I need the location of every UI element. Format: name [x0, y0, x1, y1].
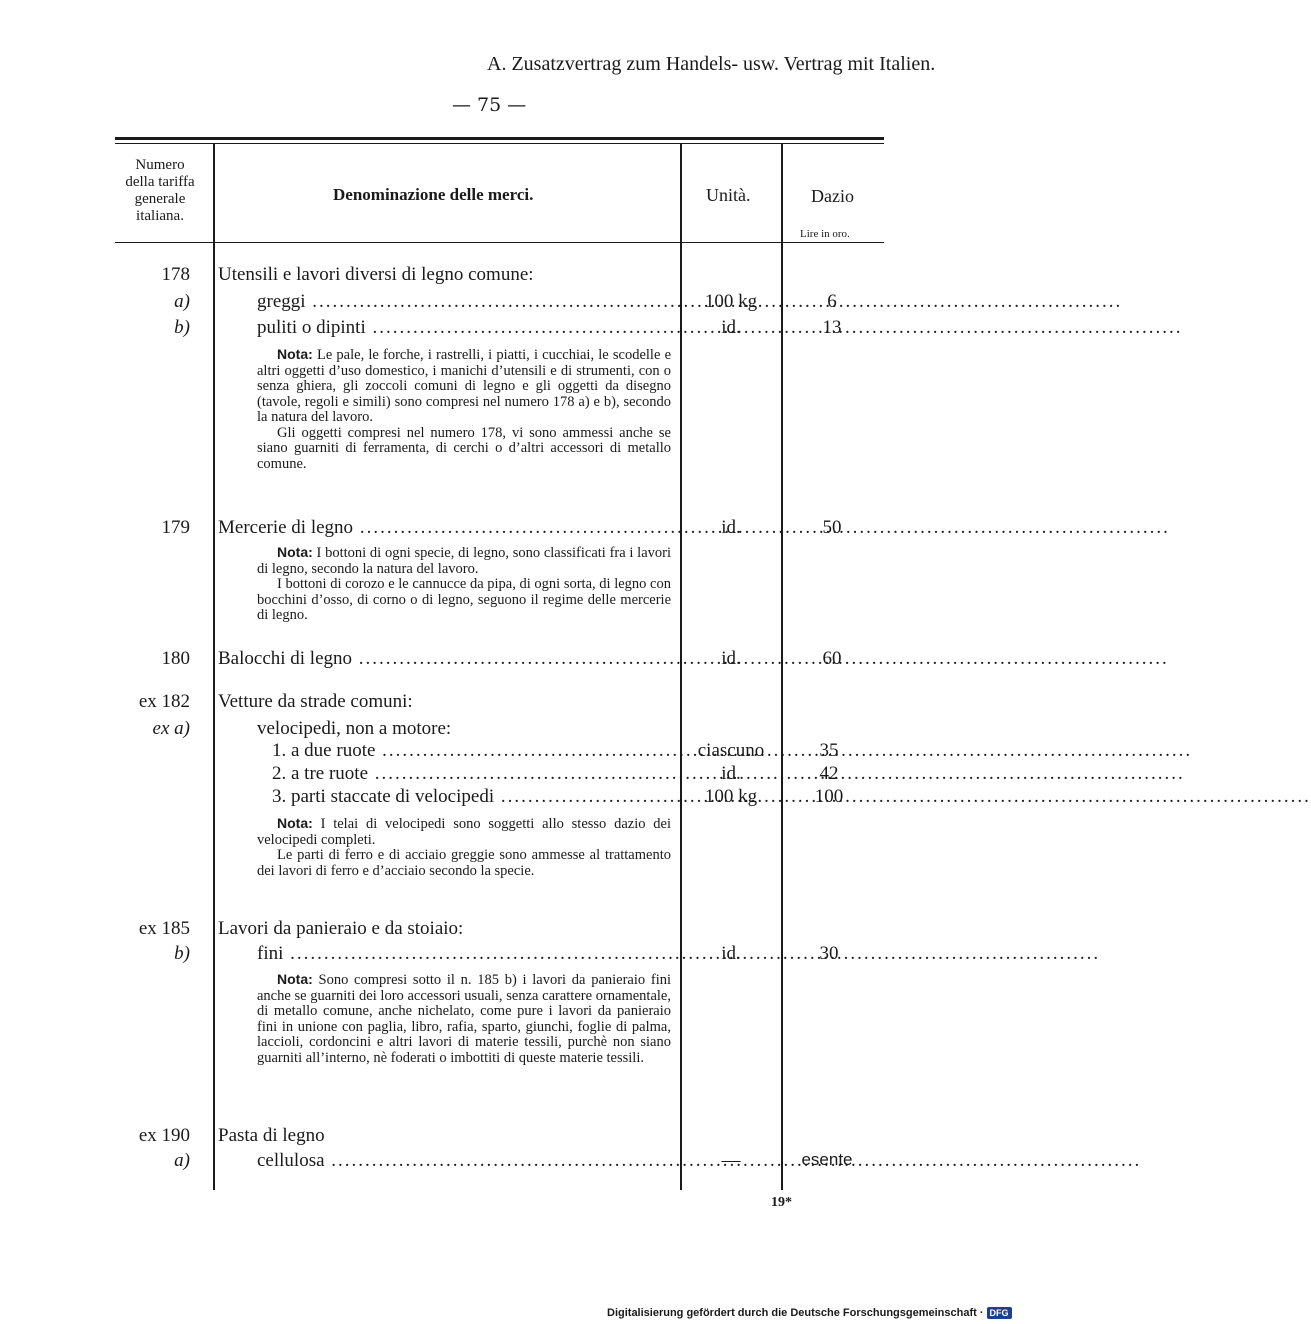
row-duty: 30	[819, 943, 839, 964]
row-unit: id.	[721, 943, 741, 964]
row-description: Balocchi di legno .....	[218, 648, 670, 670]
row-unit: id.	[721, 517, 741, 538]
row-number: ex 190	[138, 1125, 190, 1146]
note-178: Nota: Le pale, le forche, i rastrelli, i piatti, i cucchiai, le scodelle e altri oggetti d’uso domestico, i manichi d’utensili e di strumenti, con o senza ghiera, gli zoccoli comuni di legno e gli oggetti da disegno (tavole, regoli e simili) sono compresi nel numero 178 a) e b), secondo la natura del lavoro. Gli oggetti compresi nel numero 178, vi sono ammessi anche se siano guarniti di ferramenta, di cerchi o d’altri accessori di metallo comune.	[257, 346, 672, 472]
running-title: A. Zusatzvertrag zum Handels- usw. Vertrag mit Italien.	[487, 53, 936, 75]
row-unit: —	[721, 1150, 741, 1171]
row-description: 2. a tre ruote .....	[272, 763, 670, 785]
row-number: ex a)	[152, 718, 190, 739]
row-description: Vetture da strade comuni:	[218, 691, 413, 712]
row-description: cellulosa .....	[257, 1150, 670, 1172]
col-header-duty-sub: Lire in oro.	[800, 228, 850, 240]
row-duty: 6	[827, 291, 837, 312]
row-number: a)	[174, 1150, 190, 1171]
row-unit: id.	[721, 648, 741, 669]
row-description: 1. a due ruote .....	[272, 740, 670, 762]
row-duty: 35	[819, 740, 839, 761]
row-unit: id.	[721, 317, 741, 338]
col-header-number: Numero della tariffa generale italiana.	[125, 157, 195, 224]
row-description: Mercerie di legno .....	[218, 517, 670, 539]
row-duty: 50	[822, 517, 842, 538]
row-duty: 100	[814, 786, 844, 807]
row-description: Lavori da panieraio e da stoiaio:	[218, 918, 464, 939]
row-number: 178	[161, 264, 190, 285]
row-number: 179	[161, 517, 190, 538]
row-description: Utensili e lavori diversi di legno comune:	[218, 264, 534, 285]
col-header-duty: Dazio	[811, 186, 854, 206]
note-label: Nota:	[277, 971, 313, 987]
top-rule-thin	[115, 143, 884, 144]
row-description: 3. parti staccate di velocipedi .....	[272, 786, 670, 808]
row-number: b)	[174, 317, 190, 338]
header-bottom-rule	[115, 242, 884, 243]
row-number: ex 182	[138, 691, 190, 712]
row-unit: ciascuno	[697, 740, 765, 761]
signature-mark: 19*	[771, 1195, 792, 1210]
note-label: Nota:	[277, 815, 313, 831]
dfg-logo: DFG	[987, 1307, 1012, 1319]
row-number: b)	[174, 943, 190, 964]
row-duty: 42	[819, 763, 839, 784]
note-179: Nota: I bottoni di ogni specie, di legno, sono classificati fra i lavori di legno, secondo la natura del lavoro. I bottoni di corozo e le cannucce da pipa, di ogni sorta, di legno con bocchini d’osso, di corno o di legno, seguono il regime delle mercerie di legno.	[257, 544, 672, 623]
note-182: Nota: I telai di velocipedi sono soggetti allo stesso dazio dei velocipedi completi. Le parti di ferro e di acciaio greggie sono ammesse al trattamento dei lavori di ferro e d’acciaio secondo la specie.	[257, 815, 672, 879]
row-number: a)	[174, 291, 190, 312]
row-unit: 100 kg	[704, 291, 758, 312]
top-rule-thick	[115, 137, 884, 140]
row-unit: id.	[721, 763, 741, 784]
col-divider-1	[213, 144, 215, 1190]
row-unit: 100 kg	[704, 786, 758, 807]
col-header-description: Denominazione delle merci.	[333, 185, 534, 204]
row-description: fini .....	[257, 943, 670, 965]
row-description: puliti o dipinti .....	[257, 317, 670, 339]
note-185: Nota: Sono compresi sotto il n. 185 b) i lavori da panieraio fini anche se guarniti dei loro accessori usuali, senza carattere ornamentale, di metallo comune, anche nichelato, come pure i lavori da panieraio fini in unione con paglia, libro, rafia, sparto, giunchi, foglie di palma, laccioli, cordoncini e altri lavori di materie tessili, purchè non siano guarniti all’interno, nè foderati o imbottiti di queste materie tessili.	[257, 971, 672, 1066]
row-duty: 60	[822, 648, 842, 669]
note-label: Nota:	[277, 346, 313, 362]
note-label: Nota:	[277, 544, 313, 560]
footer-credit: Digitalisierung gefördert durch die Deutsche Forschungsgemeinschaft · DFG	[607, 1307, 1012, 1319]
row-number: ex 185	[138, 918, 190, 939]
row-duty: 13	[822, 317, 842, 338]
page-number: — 75 —	[452, 94, 527, 116]
row-description: Pasta di legno	[218, 1125, 325, 1146]
row-duty: esente	[801, 1150, 853, 1169]
row-description: greggi .....	[257, 291, 670, 313]
row-description: velocipedi, non a motore:	[257, 718, 452, 739]
row-number: 180	[161, 648, 190, 669]
col-header-unit: Unità.	[706, 185, 751, 205]
